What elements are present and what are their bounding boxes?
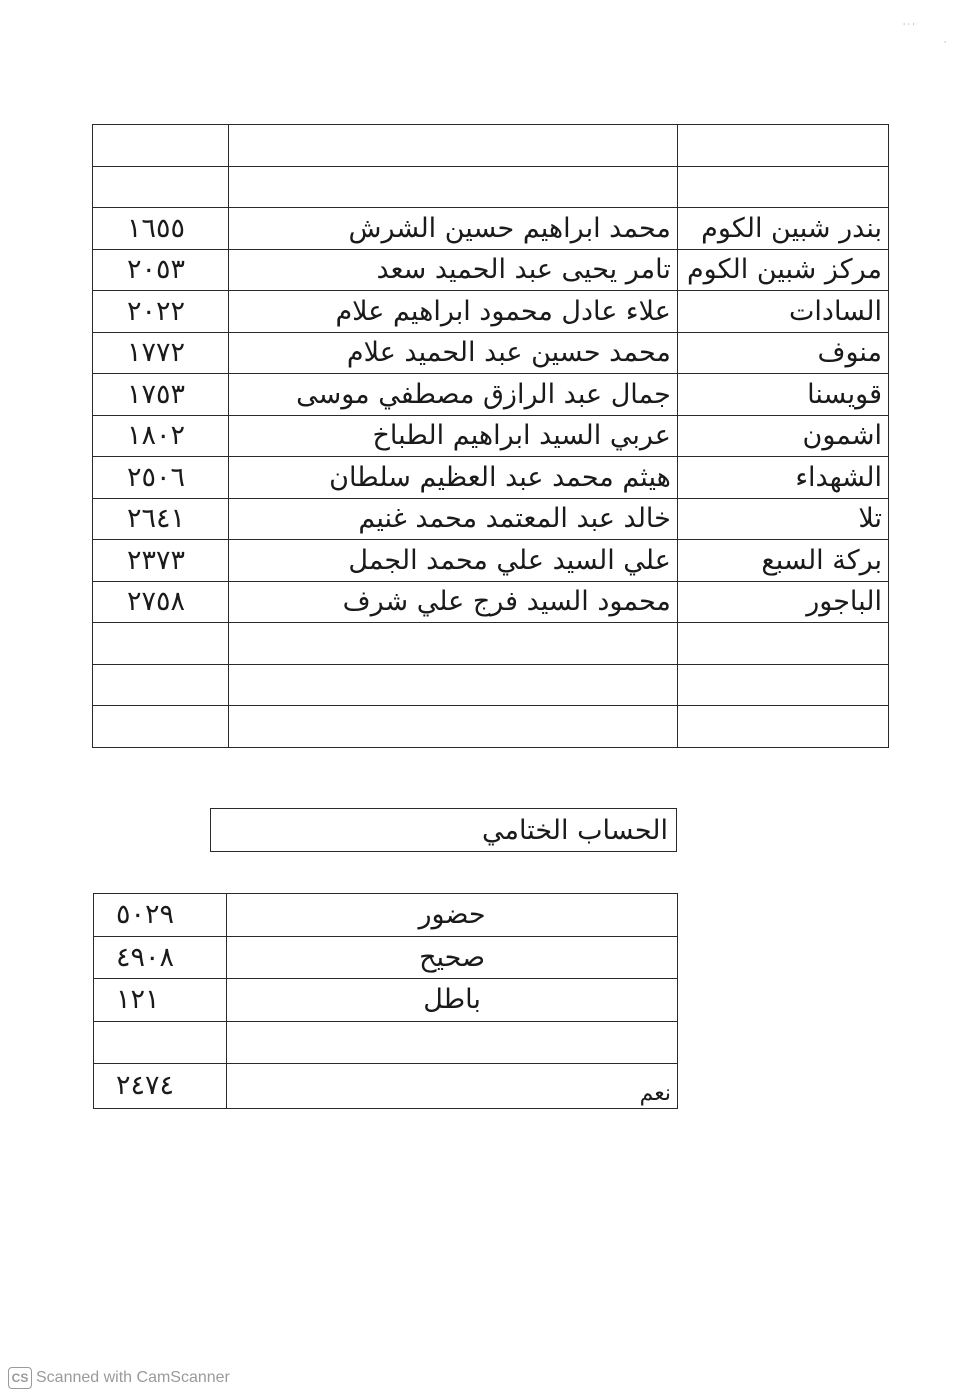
camscanner-watermark bbox=[8, 1367, 230, 1389]
table-row bbox=[93, 374, 889, 416]
summary-label-cell: نعم bbox=[227, 1064, 678, 1109]
camscanner-text: Scanned with CamScanner bbox=[36, 1369, 230, 1386]
table-row bbox=[93, 623, 889, 665]
candidate-name-cell: محمد حسين عبد الحميد علام bbox=[228, 332, 677, 374]
candidate-name-cell: هيثم محمد عبد العظيم سلطان bbox=[228, 457, 677, 499]
table-row bbox=[93, 498, 889, 540]
summary-row bbox=[94, 936, 678, 979]
summary-table bbox=[93, 893, 678, 1109]
district-cell: بندر شبين الكوم bbox=[677, 208, 888, 250]
district-cell bbox=[677, 706, 888, 748]
vote-count-cell bbox=[93, 166, 229, 208]
table-row bbox=[93, 166, 889, 208]
vote-count-cell: ٢٧٥٨ bbox=[93, 581, 229, 623]
vote-count-cell: ١٦٥٥ bbox=[93, 208, 229, 250]
candidate-name-cell: عربي السيد ابراهيم الطباخ bbox=[228, 415, 677, 457]
summary-value-cell: ١٢١ bbox=[94, 979, 227, 1022]
candidate-name-cell bbox=[228, 623, 677, 665]
district-cell: الباجور bbox=[677, 581, 888, 623]
vote-count-cell: ٢٦٤١ bbox=[93, 498, 229, 540]
candidate-name-cell: علي السيد علي محمد الجمل bbox=[228, 540, 677, 582]
candidate-name-cell: جمال عبد الرازق مصطفي موسى bbox=[228, 374, 677, 416]
summary-label-cell: باطل bbox=[227, 979, 678, 1022]
summary-row bbox=[94, 1021, 678, 1064]
vote-count-cell: ١٧٥٣ bbox=[93, 374, 229, 416]
table-row bbox=[93, 249, 889, 291]
district-cell: تلا bbox=[677, 498, 888, 540]
table-row bbox=[93, 664, 889, 706]
district-cell: قويسنا bbox=[677, 374, 888, 416]
vote-count-cell bbox=[93, 125, 229, 167]
table-row bbox=[93, 540, 889, 582]
candidate-name-cell bbox=[228, 166, 677, 208]
summary-label-cell: حضور bbox=[227, 894, 678, 937]
table-row bbox=[93, 581, 889, 623]
district-cell: اشمون bbox=[677, 415, 888, 457]
district-cell bbox=[677, 623, 888, 665]
vote-count-cell: ١٧٧٢ bbox=[93, 332, 229, 374]
summary-value-cell: ٥٠٢٩ bbox=[94, 894, 227, 937]
table-row bbox=[93, 291, 889, 333]
candidate-name-cell: تامر يحيى عبد الحميد سعد bbox=[228, 249, 677, 291]
district-cell: بركة السبع bbox=[677, 540, 888, 582]
camscanner-logo: CS bbox=[8, 1367, 32, 1389]
summary-value-cell: ٢٤٧٤ bbox=[94, 1064, 227, 1109]
candidate-name-cell bbox=[228, 664, 677, 706]
summary-value-cell bbox=[94, 1021, 227, 1064]
table-row bbox=[93, 208, 889, 250]
summary-label-cell: صحيح bbox=[227, 936, 678, 979]
table-row bbox=[93, 706, 889, 748]
district-cell: منوف bbox=[677, 332, 888, 374]
table-row bbox=[93, 415, 889, 457]
summary-label-cell bbox=[227, 1021, 678, 1064]
vote-count-cell: ١٨٠٢ bbox=[93, 415, 229, 457]
summary-row bbox=[94, 1064, 678, 1109]
vote-count-cell: ٢٣٧٣ bbox=[93, 540, 229, 582]
results-table bbox=[92, 124, 889, 748]
candidate-name-cell: محمود السيد فرج علي شرف bbox=[228, 581, 677, 623]
district-cell bbox=[677, 166, 888, 208]
vote-count-cell: ٢٥٠٦ bbox=[93, 457, 229, 499]
scan-artifact: ' bbox=[944, 40, 947, 49]
vote-count-cell bbox=[93, 623, 229, 665]
vote-count-cell bbox=[93, 706, 229, 748]
summary-row bbox=[94, 979, 678, 1022]
vote-count-cell: ٢٠٥٣ bbox=[93, 249, 229, 291]
district-cell bbox=[677, 664, 888, 706]
district-cell: مركز شبين الكوم bbox=[677, 249, 888, 291]
district-cell: السادات bbox=[677, 291, 888, 333]
final-account-title: الحساب الختامي bbox=[211, 809, 677, 852]
candidate-name-cell bbox=[228, 706, 677, 748]
candidate-name-cell: علاء عادل محمود ابراهيم علام bbox=[228, 291, 677, 333]
summary-value-cell: ٤٩٠٨ bbox=[94, 936, 227, 979]
candidate-name-cell bbox=[228, 125, 677, 167]
summary-row bbox=[94, 894, 678, 937]
vote-count-cell: ٢٠٢٢ bbox=[93, 291, 229, 333]
candidate-name-cell: محمد ابراهيم حسين الشرش bbox=[228, 208, 677, 250]
district-cell bbox=[677, 125, 888, 167]
scan-artifact: ' ' ' bbox=[903, 22, 915, 31]
table-row bbox=[93, 457, 889, 499]
table-row bbox=[93, 125, 889, 167]
table-row bbox=[93, 332, 889, 374]
vote-count-cell bbox=[93, 664, 229, 706]
final-account-box bbox=[210, 808, 677, 852]
district-cell: الشهداء bbox=[677, 457, 888, 499]
candidate-name-cell: خالد عبد المعتمد محمد غنيم bbox=[228, 498, 677, 540]
